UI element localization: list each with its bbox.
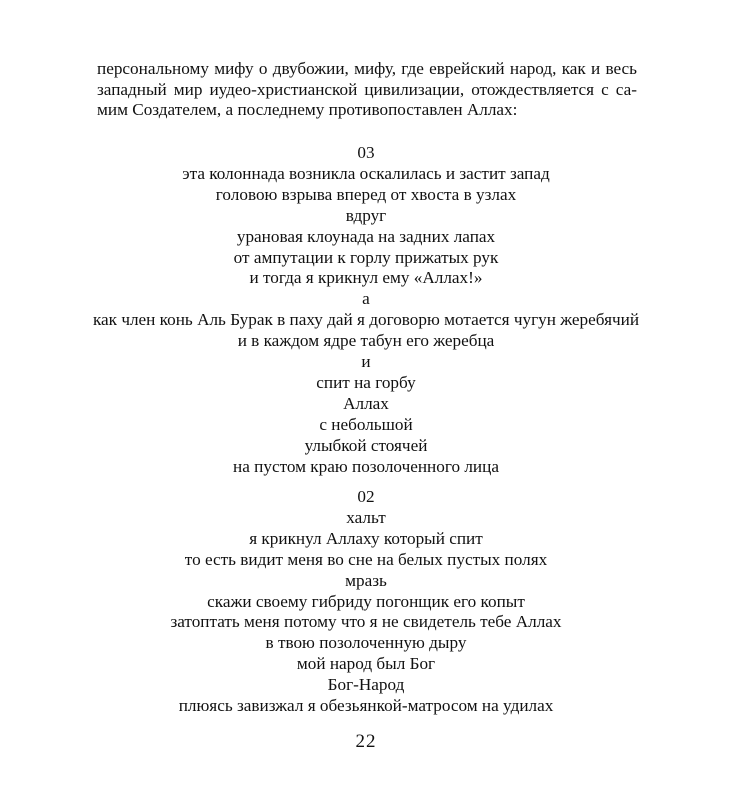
poem-line: с небольшой [319, 414, 413, 434]
intro-line: западный мир иудео-христианской цивилизации, отождествляется с са- [97, 79, 637, 99]
poem-line: плюясь завизжал я обезьянкой-матросом на удилах [178, 696, 554, 716]
poem-line: и в каждом ядре табун его жеребца [237, 331, 495, 351]
poem-line: спит на горбу [316, 372, 416, 392]
poem-line: мой народ был Бог [296, 654, 436, 674]
poem-line: хальт [346, 507, 386, 527]
poem-line: Аллах [343, 393, 389, 413]
poem-line: от ампутации к горлу прижатых рук [233, 247, 499, 267]
poem-line: и тогда я крикнул ему «Аллах!» [249, 268, 483, 288]
poem-line: эта колоннада возникла оскалилась и застит запад [182, 163, 550, 183]
poem-line: то есть видит меня во сне на белых пустых полях [184, 549, 548, 569]
poem-number: 03 [357, 143, 375, 162]
poem-line: вдруг [345, 205, 387, 225]
intro-line: персональному мифу о двубожии, мифу, где еврейский народ, как и весь [97, 59, 637, 78]
poem-line: как член конь Аль Бурак в паху дай я договорю мотается чугун жеребячий [92, 310, 640, 330]
poem-line: Бог-Народ [327, 675, 405, 695]
poem-line: затоптать меня потому что я не свидетель тебе Аллах [170, 612, 562, 632]
poem-line: и [361, 352, 371, 372]
poem-line: в твою позолоченную дыру [265, 633, 467, 653]
intro-line: мим Создателем, а последнему противопоставлен Аллах: [97, 100, 518, 119]
poem-section-03 [40, 143, 692, 478]
poem-line: на пустом краю позолоченного лица [233, 456, 499, 476]
page-number: 22 [355, 731, 377, 752]
poem-line: мразь [345, 570, 387, 590]
poem-line: скажи своему гибриду погонщик его копыт [207, 591, 525, 611]
poem-line: улыбкой стоячей [304, 435, 428, 455]
poem-line: я крикнул Аллаху который спит [249, 528, 483, 548]
poem-section-02 [40, 487, 692, 717]
poem-number: 02 [357, 487, 375, 506]
intro-paragraph [97, 59, 637, 121]
poem-line: головою взрыва вперед от хвоста в узлах [215, 184, 517, 204]
poem-line: а [362, 289, 370, 309]
poem-line: урановая клоунада на задних лапах [236, 226, 496, 246]
